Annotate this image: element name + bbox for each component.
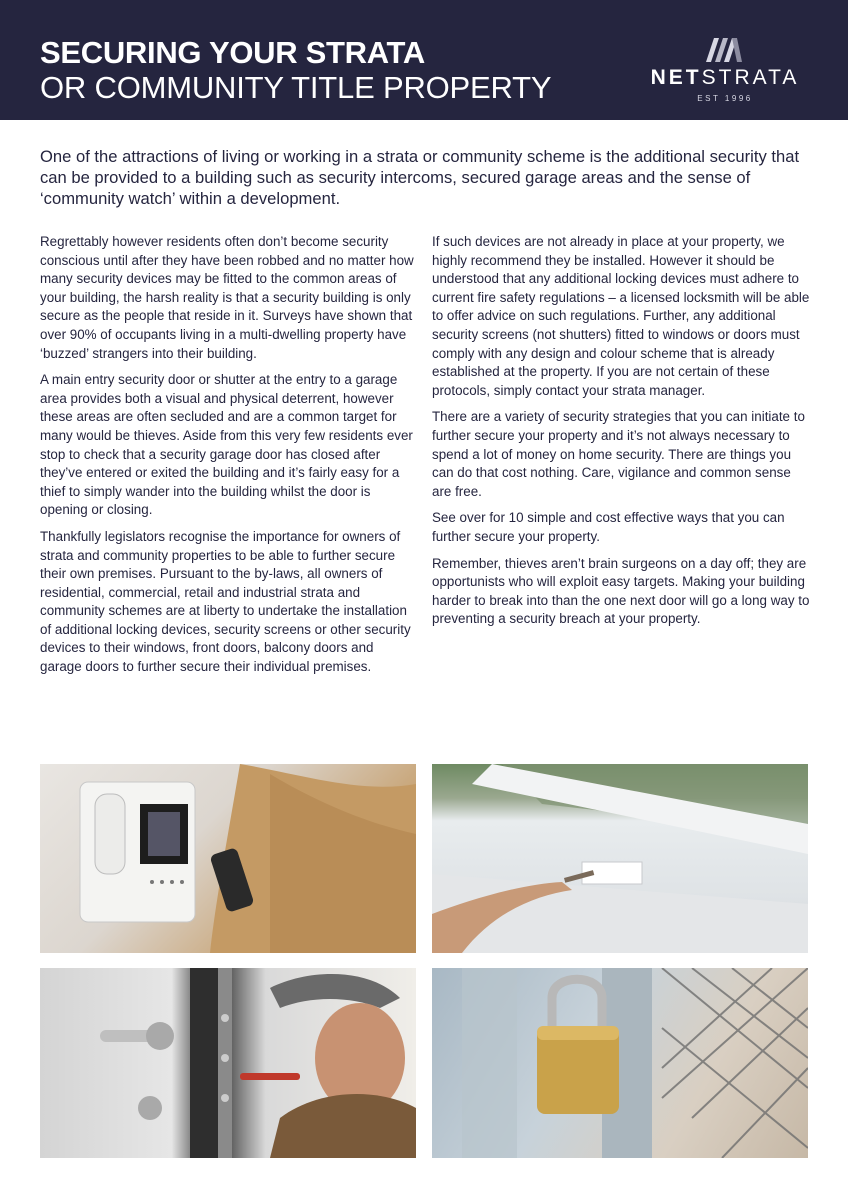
- window-lock-photo: [432, 764, 808, 953]
- title-line-1: SECURING YOUR STRATA: [40, 35, 425, 70]
- body-paragraph: There are a variety of security strategies that you can initiate to further secure your property and it’s not always necessary to spend a lot of money on home security. There are things you can do that cost nothing. Care, vigilance and common sense are free.: [432, 409, 805, 499]
- intro-paragraph: One of the attractions of living or working in a strata or community scheme is the additional security that can be provided to a building such as security intercoms, secured garage areas and the sense of ‘community watch’ within a development.: [40, 147, 800, 208]
- title-line-2: OR COMMUNITY TITLE PROPERTY: [40, 70, 552, 105]
- header-banner: [0, 0, 848, 120]
- right-column: [432, 233, 810, 637]
- body-paragraph: If such devices are not already in place at your property, we highly recommend they be installed. However it should be understood that any additional locking devices must adhere to current fire safety regulations – a licensed locksmith will be able to offer advice on such regulations. Further, any additional security screens (not shutters) fitted to windows or doors must comply with any design and colour scheme that is already established at the property. If you are not certain of these protocols, simply contact your strata manager.: [432, 234, 810, 398]
- body-paragraph: Remember, thieves aren’t brain surgeons on a day off; they are opportunists who will exploit easy targets. Making your building harder to break into than the one next door will go a long way to preventing a security breach at your property.: [432, 555, 810, 627]
- window-lock-illustration: [432, 764, 808, 953]
- logo-wordmark: [640, 66, 810, 90]
- netstrata-logo: [640, 38, 810, 108]
- body-paragraph: Regrettably however residents often don’t become security conscious until after they have been robbed and no matter how many security devices may be fitted to the common areas of your building, the harsh reality is that a security building is only secure as the people that reside in it. Surveys have shown that over 90% of occupants living in a multi-dwelling property have ‘buzzed’ strangers into their building.: [40, 234, 414, 361]
- logo-word-net: NET: [650, 66, 702, 89]
- intercom-photo: [40, 764, 416, 953]
- locksmith-photo: [40, 968, 416, 1158]
- logo-established: EST 1996: [697, 94, 753, 103]
- logo-word-strata: STRATA: [701, 66, 800, 89]
- padlock-illustration: [432, 968, 808, 1158]
- netstrata-logo-mark-icon: [706, 38, 742, 62]
- intercom-illustration: [40, 764, 416, 953]
- body-paragraph: Thankfully legislators recognise the importance for owners of strata and community properties to be able to further secure their own premises. Pursuant to the by-laws, all owners of residential, commercial, retail and industrial strata and community schemes are at liberty to undertake the installation of additional locking devices, security screens or other security devices to their windows, front doors, balcony doors and garage doors to further secure their individual premises.: [40, 528, 411, 675]
- body-paragraph: See over for 10 simple and cost effective ways that you can further secure your property.: [432, 510, 785, 544]
- body-paragraph: A main entry security door or shutter at the entry to a garage area provides both a visual and physical deterrent, however these areas are often secluded and are a common target for many would be thieves. Aside from this very few residents ever stop to check that a security garage door has closed after they’ve entered or exited the building and it’s fairly easy for a thief to simply wander into the building whilst the door is opening or closing.: [40, 372, 413, 518]
- left-column: [40, 233, 414, 685]
- padlock-photo: [432, 968, 808, 1158]
- locksmith-illustration: [40, 968, 416, 1158]
